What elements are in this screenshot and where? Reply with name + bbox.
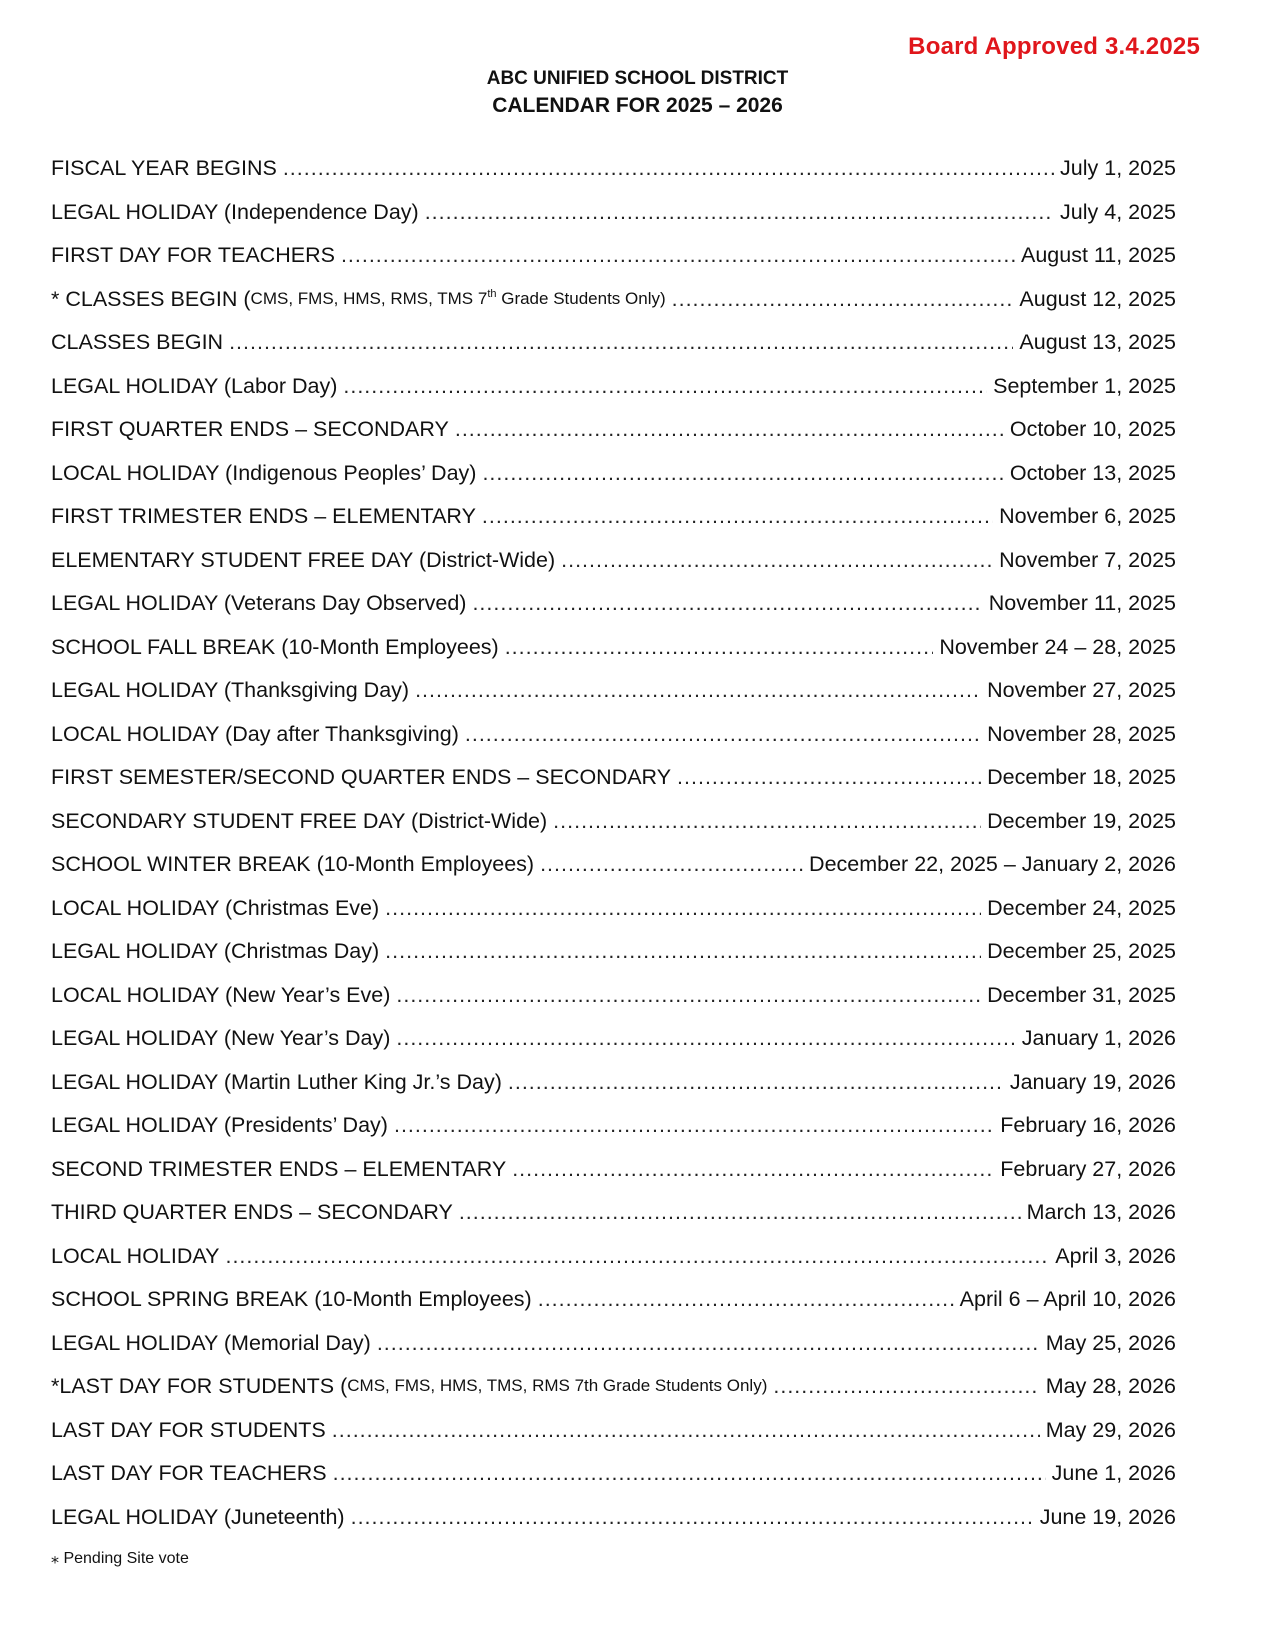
entry-date: June 19, 2026 xyxy=(1039,1504,1176,1529)
calendar-entry-row xyxy=(51,1322,1176,1366)
entry-label xyxy=(51,983,390,1008)
dot-leader xyxy=(482,504,993,529)
entry-label-text: LEGAL HOLIDAY (Veterans Day Observed) xyxy=(51,591,467,616)
entry-label-text: FIRST TRIMESTER ENDS – ELEMENTARY xyxy=(51,504,476,529)
entry-date: February 27, 2026 xyxy=(1000,1156,1176,1181)
entry-date: August 13, 2025 xyxy=(1019,330,1176,355)
entry-label-text: LAST DAY FOR TEACHERS xyxy=(51,1461,327,1486)
entry-date: September 1, 2025 xyxy=(993,373,1176,398)
calendar-entry-row xyxy=(51,147,1176,191)
dot-leader xyxy=(377,1331,1040,1356)
dot-leader xyxy=(229,330,1013,355)
entry-label xyxy=(51,722,459,747)
entry-label xyxy=(51,765,671,790)
calendar-entry-row xyxy=(51,756,1176,800)
calendar-entry-row xyxy=(51,321,1176,365)
calendar-entry-row xyxy=(51,1452,1176,1496)
entry-label-text: SECOND TRIMESTER ENDS – ELEMENTARY xyxy=(51,1156,507,1181)
entry-label xyxy=(51,200,419,225)
entry-label xyxy=(51,243,335,268)
dot-leader xyxy=(508,1070,1004,1095)
footnote: ⁎ Pending Site vote xyxy=(51,1550,189,1567)
entry-date: December 31, 2025 xyxy=(987,982,1176,1007)
dot-leader xyxy=(341,243,1015,268)
entry-note xyxy=(251,289,666,308)
dot-leader xyxy=(415,678,981,703)
entry-label-text: SCHOOL WINTER BREAK (10-Month Employees) xyxy=(51,852,535,877)
dot-leader xyxy=(482,461,1003,486)
dot-leader xyxy=(396,983,981,1008)
entry-label xyxy=(51,1200,453,1225)
entry-date: August 12, 2025 xyxy=(1019,286,1176,311)
dot-leader xyxy=(396,1026,1015,1051)
entry-label xyxy=(51,374,337,399)
entry-date: May 25, 2026 xyxy=(1045,1330,1176,1355)
calendar-entry-row xyxy=(51,452,1176,496)
document-header xyxy=(0,67,1275,121)
entry-date: May 28, 2026 xyxy=(1045,1374,1176,1399)
dot-leader xyxy=(561,548,993,573)
dot-leader xyxy=(505,635,934,660)
dot-leader xyxy=(333,1461,1046,1486)
entry-label-text: FIRST SEMESTER/SECOND QUARTER ENDS – SECONDARY xyxy=(51,765,672,790)
dot-leader xyxy=(459,1200,1021,1225)
entry-label-text: CLASSES BEGIN xyxy=(51,330,224,355)
dot-leader xyxy=(512,1157,994,1182)
entry-date: July 4, 2025 xyxy=(1060,199,1176,224)
dot-leader xyxy=(332,1418,1040,1443)
calendar-entry-row xyxy=(51,1104,1176,1148)
entry-label-text: LOCAL HOLIDAY (Indigenous Peoples’ Day) xyxy=(51,460,477,485)
entry-label xyxy=(51,1331,371,1356)
board-approved-stamp: Board Approved 3.4.2025 xyxy=(908,33,1200,60)
calendar-entry-row xyxy=(51,1278,1176,1322)
entry-label xyxy=(51,1026,390,1051)
entry-date: May 29, 2026 xyxy=(1045,1417,1176,1442)
entry-label xyxy=(51,1157,506,1182)
entry-label xyxy=(51,417,449,442)
entry-label-text: FIRST QUARTER ENDS – SECONDARY xyxy=(51,417,449,442)
entry-date: November 6, 2025 xyxy=(999,504,1176,529)
entry-label-text: SCHOOL FALL BREAK (10-Month Employees) xyxy=(51,634,499,659)
entry-label-text: LEGAL HOLIDAY (Martin Luther King Jr.’s Day) xyxy=(51,1069,502,1094)
entry-label xyxy=(51,1070,502,1095)
entry-date: November 11, 2025 xyxy=(988,591,1176,616)
dot-leader xyxy=(553,809,981,834)
dot-leader xyxy=(773,1374,1039,1399)
entry-label xyxy=(51,896,379,921)
calendar-entry-row xyxy=(51,1191,1176,1235)
calendar-entry-row xyxy=(51,408,1176,452)
dot-leader xyxy=(677,765,981,790)
calendar-entry-row xyxy=(51,713,1176,757)
calendar-entry-row xyxy=(51,843,1176,887)
calendar-entry-row xyxy=(51,887,1176,931)
district-title: ABC UNIFIED SCHOOL DISTRICT xyxy=(486,68,789,89)
dot-leader xyxy=(538,1287,954,1312)
calendar-entry-row xyxy=(51,1017,1176,1061)
calendar-entry-row xyxy=(51,234,1176,278)
entry-date: December 25, 2025 xyxy=(987,939,1176,964)
entry-date: April 3, 2026 xyxy=(1055,1243,1176,1268)
calendar-entry-row xyxy=(51,582,1176,626)
calendar-entry-row xyxy=(51,1496,1176,1540)
dot-leader xyxy=(283,156,1054,181)
entry-label xyxy=(51,591,466,616)
dot-leader xyxy=(385,939,981,964)
entry-label-text: LOCAL HOLIDAY (Christmas Eve) xyxy=(51,895,380,920)
entry-date: January 1, 2026 xyxy=(1021,1026,1176,1051)
entry-label-text: LEGAL HOLIDAY (Thanksgiving Day) xyxy=(51,678,410,703)
calendar-entry-row xyxy=(51,930,1176,974)
calendar-entry-row xyxy=(51,278,1176,322)
entry-label-text: THIRD QUARTER ENDS – SECONDARY xyxy=(51,1200,453,1225)
entry-date: November 27, 2025 xyxy=(987,678,1176,703)
entry-label-text: SCHOOL SPRING BREAK (10-Month Employees) xyxy=(51,1287,532,1312)
calendar-entries-list xyxy=(51,147,1176,1539)
dot-leader xyxy=(225,1244,1049,1269)
entry-date: October 10, 2025 xyxy=(1009,417,1176,442)
entry-label xyxy=(51,809,547,834)
dot-leader xyxy=(672,287,1014,312)
calendar-entry-row xyxy=(51,626,1176,670)
calendar-entry-row xyxy=(51,669,1176,713)
calendar-entry-row xyxy=(51,1235,1176,1279)
entry-label-text: LEGAL HOLIDAY (Labor Day) xyxy=(51,373,338,398)
calendar-entry-row xyxy=(51,800,1176,844)
entry-label xyxy=(51,1461,327,1486)
entry-label-text: LEGAL HOLIDAY (Juneteenth) xyxy=(51,1504,345,1529)
entry-label-text: FIRST DAY FOR TEACHERS xyxy=(51,243,335,268)
entry-date: April 6 – April 10, 2026 xyxy=(959,1287,1176,1312)
entry-label-text: LOCAL HOLIDAY (New Year’s Eve) xyxy=(51,982,391,1007)
entry-label xyxy=(51,852,534,877)
entry-label xyxy=(51,1287,532,1312)
entry-label-text: LEGAL HOLIDAY (Christmas Day) xyxy=(51,939,380,964)
entry-label xyxy=(51,461,476,486)
entry-date: October 13, 2025 xyxy=(1009,460,1176,485)
entry-date: December 18, 2025 xyxy=(987,765,1176,790)
entry-note xyxy=(347,1376,767,1395)
calendar-title: CALENDAR FOR 2025 – 2026 xyxy=(492,94,783,117)
calendar-entry-row xyxy=(51,1061,1176,1105)
dot-leader xyxy=(455,417,1004,442)
entry-label-text: *LAST DAY FOR STUDENTS ( xyxy=(51,1374,348,1399)
dot-leader xyxy=(351,1505,1034,1530)
entry-date: March 13, 2026 xyxy=(1026,1200,1176,1225)
entry-label-text: LOCAL HOLIDAY (Day after Thanksgiving) xyxy=(51,721,459,746)
entry-label xyxy=(51,1244,219,1269)
entry-note-superscript: th xyxy=(487,287,497,300)
entry-label xyxy=(51,1113,388,1138)
entry-label xyxy=(51,287,666,312)
entry-label-text: FISCAL YEAR BEGINS xyxy=(51,156,277,181)
entry-date: August 11, 2025 xyxy=(1020,243,1176,268)
entry-date: February 16, 2026 xyxy=(1000,1113,1176,1138)
entry-date: June 1, 2026 xyxy=(1051,1461,1176,1486)
entry-note-tail: ) xyxy=(761,1376,768,1396)
entry-date: December 22, 2025 – January 2, 2026 xyxy=(809,852,1176,877)
entry-label xyxy=(51,504,476,529)
entry-label-text: SECONDARY STUDENT FREE DAY (District-Wide) xyxy=(51,808,548,833)
calendar-entry-row xyxy=(51,1409,1176,1453)
calendar-entry-row xyxy=(51,1148,1176,1192)
entry-label xyxy=(51,1374,767,1399)
entry-note-text: CMS, FMS, HMS, TMS, RMS 7th Grade Students Only xyxy=(347,1376,762,1396)
entry-label-text: LEGAL HOLIDAY (Independence Day) xyxy=(51,199,419,224)
dot-leader xyxy=(472,591,982,616)
dot-leader xyxy=(385,896,981,921)
entry-label xyxy=(51,939,379,964)
entry-label xyxy=(51,1505,345,1530)
dot-leader xyxy=(540,852,803,877)
entry-date: January 19, 2026 xyxy=(1009,1069,1176,1094)
dot-leader xyxy=(465,722,981,747)
dot-leader xyxy=(394,1113,994,1138)
entry-note-text: CMS, FMS, HMS, RMS, TMS 7 xyxy=(250,288,488,308)
calendar-entry-row xyxy=(51,974,1176,1018)
entry-label-text: LAST DAY FOR STUDENTS xyxy=(51,1417,326,1442)
entry-label xyxy=(51,548,555,573)
entry-label-text: * CLASSES BEGIN ( xyxy=(51,286,251,311)
entry-label xyxy=(51,330,223,355)
entry-label-text: LOCAL HOLIDAY xyxy=(51,1243,220,1268)
calendar-entry-row xyxy=(51,365,1176,409)
entry-label xyxy=(51,156,277,181)
dot-leader xyxy=(425,200,1054,225)
dot-leader xyxy=(343,374,987,399)
entry-date: November 24 – 28, 2025 xyxy=(939,634,1176,659)
entry-label-text: ELEMENTARY STUDENT FREE DAY (District-Wide) xyxy=(51,547,556,572)
entry-label xyxy=(51,1418,326,1443)
entry-label xyxy=(51,678,409,703)
calendar-entry-row xyxy=(51,1365,1176,1409)
entry-date: November 28, 2025 xyxy=(987,721,1176,746)
entry-note-tail: Grade Students Only) xyxy=(496,288,666,308)
entry-date: November 7, 2025 xyxy=(999,547,1176,572)
entry-date: July 1, 2025 xyxy=(1060,156,1176,181)
entry-label-text: LEGAL HOLIDAY (Memorial Day) xyxy=(51,1330,371,1355)
entry-label-text: LEGAL HOLIDAY (New Year’s Day) xyxy=(51,1026,391,1051)
calendar-entry-row xyxy=(51,539,1176,583)
entry-date: December 19, 2025 xyxy=(987,808,1176,833)
entry-label-text: LEGAL HOLIDAY (Presidents’ Day) xyxy=(51,1113,388,1138)
calendar-entry-row xyxy=(51,495,1176,539)
calendar-entry-row xyxy=(51,191,1176,235)
entry-label xyxy=(51,635,499,660)
entry-date: December 24, 2025 xyxy=(987,895,1176,920)
